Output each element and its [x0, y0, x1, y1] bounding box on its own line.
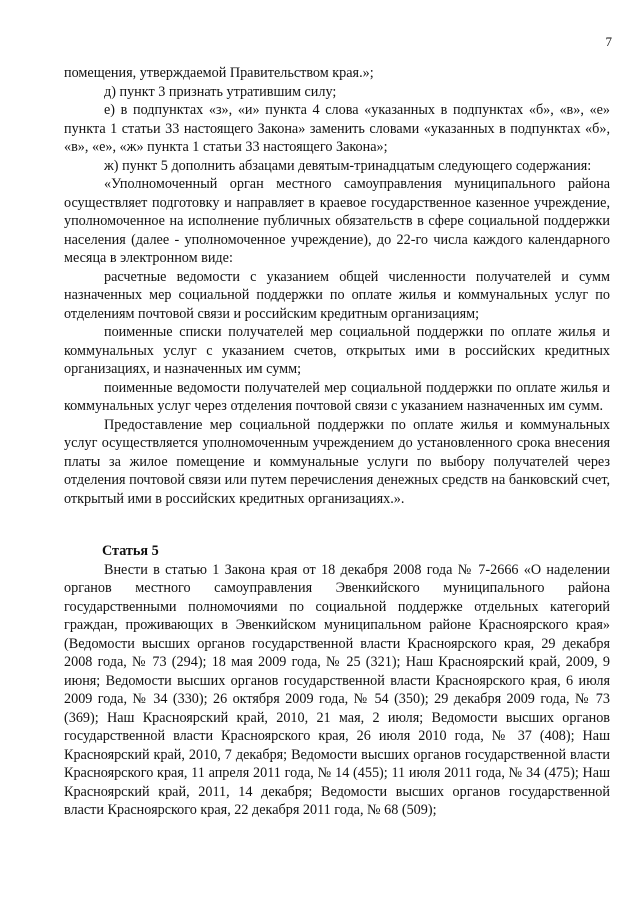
paragraph-named-statements: поименные ведомости получателей мер социальной поддержки по оплате жилья и коммунальных услуг через отделения почтовой связи с указанием назначенных им сумм. [64, 379, 610, 414]
page-number: 7 [605, 34, 612, 49]
paragraph-settlement-statements: расчетные ведомости с указанием общей численности получателей и сумм назначенных мер социальной поддержки по оплате жилья и коммунальных услуг по отделениям почтовой связи и российским кредитным организациям; [64, 268, 610, 322]
paragraph-article-5-text: Внести в статью 1 Закона края от 18 декабря 2008 года № 7-2666 «О наделении органов местного самоуправления Эвенкийского муниципального района государственными полномочиями по социальной поддержке отдельных категорий граждан, проживающих в Эвенкийском муниципальном районе Красноярского края» (Ведомости высших органов государственной власти Красноярского края, 29 декабря 2008 года, № 73 (294); 18 мая 2009 года, № 25 (321); Наш Красноярский край, 2009, 9 июня; Ведомости высших органов государственной власти Красноярского края, 6 июля 2009 года, № 34 (330); 26 октября 2009 года, № 54 (350); 29 декабря 2009 года, № 73 (369); Наш Красноярский край, 2010, 21 мая, 2 июля; Ведомости высших органов государственной власти Красноярского края, 26 июля 2010 года, № 37 (408); Наш Красноярский край, 2010, 7 декабря; Ведомости высших органов государственной власти Красноярского края, 11 апреля 2011 года, № 14 (455); 11 июля 2011 года, № 34 (475); Наш Красноярский край, 2011, 14 декабря; Ведомости высших органов государственной власти Красноярского края, 22 декабря 2011 года, № 68 (509); [64, 561, 610, 818]
paragraph-provision-terms: Предоставление мер социальной поддержки по оплате жилья и коммунальных услуг осуществляется уполномоченным учреждением до установленного срока внесения платы за жилое помещение и коммунальные услуги по выбору получателей через отделения почтовой связи или путем перечисления денежных средств на банковский счет, открытый ими в российских кредитных организациях.». [64, 416, 610, 507]
document-body [64, 64, 610, 820]
paragraph-subitem-d: д) пункт 3 признать утратившим силу; [104, 83, 337, 100]
article-heading: Статья 5 [102, 543, 159, 559]
paragraph-subitem-zh: ж) пункт 5 дополнить абзацами девятым-тринадцатым следующего содержания: [104, 157, 592, 174]
paragraph-subitem-e: е) в подпунктах «з», «и» пункта 4 слова «указанных в подпунктах «б», «в», «е» пункта 1 статьи 33 настоящего Закона» заменить словами «указанных в подпунктах «б», «в», «е», «ж» пункта 1 статьи 33 настоящего Закона»; [64, 102, 610, 155]
paragraph-closing-quote: помещения, утверждаемой Правительством края.»; [64, 65, 374, 81]
paragraph-authorized-body: «Уполномоченный орган местного самоуправления муниципального района осуществляет подготовку и направляет в краевое государственное казенное учреждение, уполномоченное на исполнение публичных обязательств в сфере социальной поддержки населения (далее - уполномоченное учреждение), до 22-го числа каждого календарного месяца в электронном виде: [64, 176, 610, 266]
paragraph-named-lists: поименные списки получателей мер социальной поддержки по оплате жилья и коммунальных услуг с указанием счетов, открытых ими в российских кредитных организациях, и назначенных им сумм; [64, 324, 610, 377]
